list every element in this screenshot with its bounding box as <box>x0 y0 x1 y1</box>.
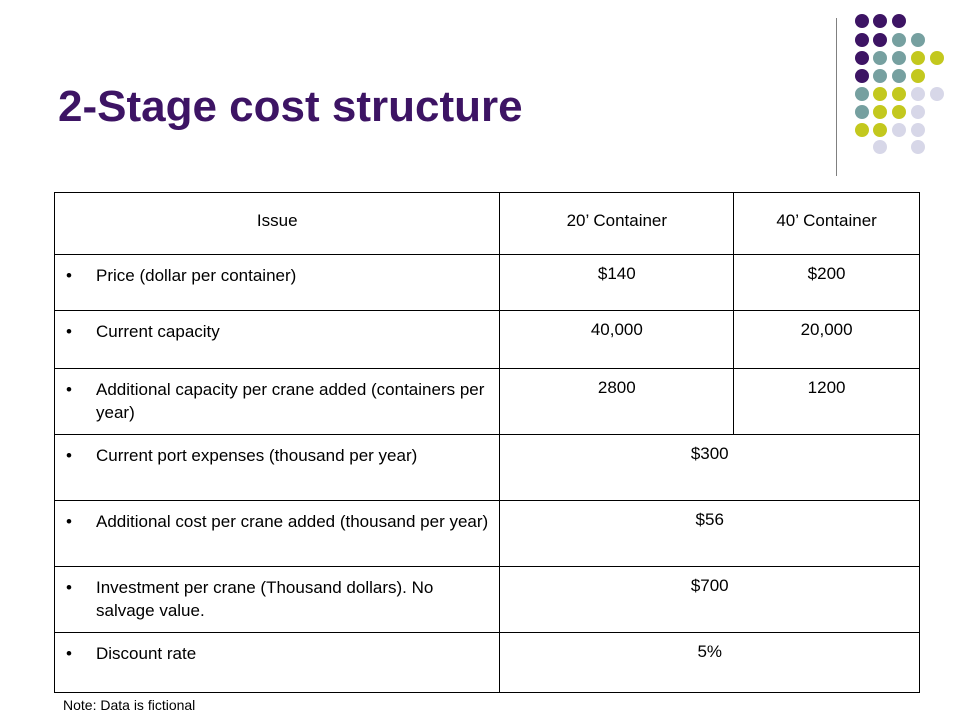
value-20ft: 40,000 <box>500 311 734 369</box>
issue-cell <box>55 567 500 633</box>
bullet: • <box>66 644 72 663</box>
decorative-dot <box>873 140 887 154</box>
issue-cell <box>55 369 500 435</box>
decorative-dot <box>855 69 869 83</box>
value-combined: $300 <box>500 435 920 501</box>
decorative-dot <box>855 51 869 65</box>
decorative-dot <box>892 123 906 137</box>
decorative-dot <box>892 51 906 65</box>
issue-label: Price (dollar per container) <box>96 266 297 285</box>
issue-cell <box>55 633 500 693</box>
page-title: 2-Stage cost structure <box>58 82 523 131</box>
issue-cell <box>55 435 500 501</box>
issue-cell <box>55 311 500 369</box>
issue-cell <box>55 255 500 311</box>
bullet: • <box>66 380 72 399</box>
decorative-divider <box>836 18 837 176</box>
decorative-dot <box>873 33 887 47</box>
issue-label: Discount rate <box>96 644 197 663</box>
footnote: Note: Data is fictional <box>63 697 196 713</box>
decorative-dot <box>873 51 887 65</box>
decorative-dot <box>911 105 925 119</box>
table-row <box>55 633 920 693</box>
decorative-dot <box>930 51 944 65</box>
table-row <box>55 255 920 311</box>
decorative-dot <box>911 33 925 47</box>
decorative-dot <box>892 14 906 28</box>
issue-label: Additional cost per crane added (thousand per year) <box>96 512 489 531</box>
decorative-dot <box>892 69 906 83</box>
value-40ft: $200 <box>734 255 920 311</box>
decorative-dot <box>855 14 869 28</box>
table-header-row <box>55 193 920 255</box>
decorative-dot <box>911 51 925 65</box>
cost-table <box>54 192 920 693</box>
table-row <box>55 311 920 369</box>
table-row <box>55 369 920 435</box>
value-combined: $56 <box>500 501 920 567</box>
decorative-dot <box>911 140 925 154</box>
column-header-issue: Issue <box>55 193 500 255</box>
value-combined: $700 <box>500 567 920 633</box>
decorative-dot <box>873 105 887 119</box>
decorative-dot <box>873 123 887 137</box>
decorative-dot <box>873 69 887 83</box>
decorative-dot <box>911 123 925 137</box>
decorative-dot <box>873 87 887 101</box>
bullet: • <box>66 512 72 531</box>
column-header-20ft: 20’ Container <box>500 193 734 255</box>
decorative-dot <box>855 123 869 137</box>
table-row <box>55 435 920 501</box>
bullet: • <box>66 446 72 465</box>
bullet: • <box>66 322 72 341</box>
decorative-dot <box>855 33 869 47</box>
decorative-dot <box>930 87 944 101</box>
decorative-dot <box>892 33 906 47</box>
decorative-dot <box>892 87 906 101</box>
table-row <box>55 567 920 633</box>
issue-label: Current port expenses (thousand per year) <box>96 446 418 465</box>
issue-label: Additional capacity per crane added (containers per year) <box>96 380 485 422</box>
issue-label: Investment per crane (Thousand dollars). No salvage value. <box>96 578 434 620</box>
decorative-dot <box>855 105 869 119</box>
value-40ft: 1200 <box>734 369 920 435</box>
decorative-dot <box>911 69 925 83</box>
decorative-dot <box>855 87 869 101</box>
bullet: • <box>66 266 72 285</box>
issue-label: Current capacity <box>96 322 220 341</box>
decorative-dot <box>873 14 887 28</box>
value-40ft: 20,000 <box>734 311 920 369</box>
decorative-dot <box>911 87 925 101</box>
value-combined: 5% <box>500 633 920 693</box>
decorative-dot <box>892 105 906 119</box>
value-20ft: $140 <box>500 255 734 311</box>
bullet: • <box>66 578 72 597</box>
table-row <box>55 501 920 567</box>
value-20ft: 2800 <box>500 369 734 435</box>
issue-cell <box>55 501 500 567</box>
column-header-40ft: 40’ Container <box>734 193 920 255</box>
